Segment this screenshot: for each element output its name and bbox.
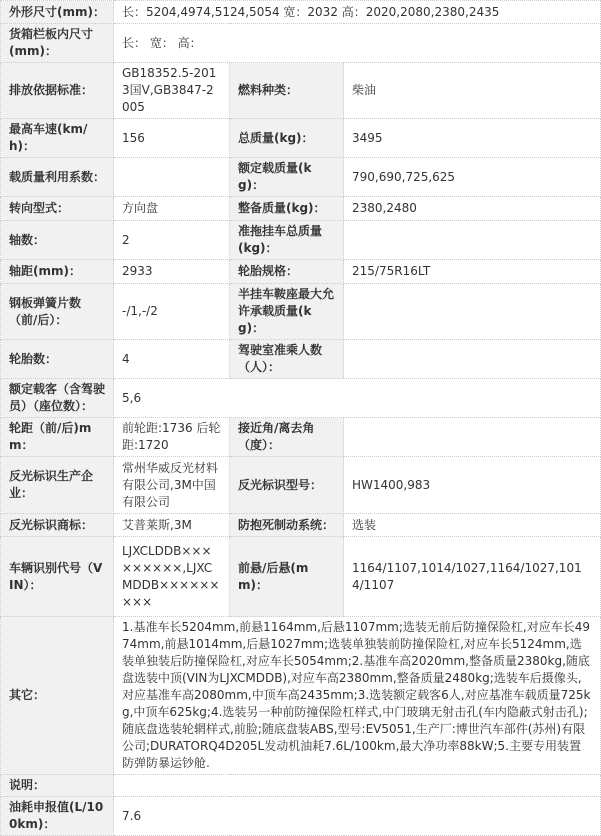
table-row xyxy=(1,284,601,340)
steering-type-value: 方向盘 xyxy=(114,197,230,221)
reflective-maker-label: 反光标识生产企业： xyxy=(1,457,114,514)
table-row xyxy=(1,1,601,24)
trailer-mass-label: 准拖挂车总质量(kg)： xyxy=(230,221,344,260)
abs-value: 选装 xyxy=(344,514,601,537)
max-speed-value: 156 xyxy=(114,119,230,158)
gross-mass-value: 3495 xyxy=(344,119,601,158)
vin-value: LJXCLDDB×××××××××,LJXCMDDB××××××××× xyxy=(114,537,230,617)
table-row xyxy=(1,797,601,836)
table-row xyxy=(1,379,601,418)
fuel-consumption-value: 7.6 xyxy=(114,797,601,836)
trailer-mass-value xyxy=(344,221,601,260)
emission-standard-label: 排放依据标准： xyxy=(1,63,114,119)
table-row xyxy=(1,24,601,63)
table-row xyxy=(1,197,601,221)
reflective-brand-value: 艾普莱斯,3M xyxy=(114,514,230,537)
table-row xyxy=(1,340,601,379)
curb-mass-label: 整备质量(kg)： xyxy=(230,197,344,221)
emission-standard-value: GB18352.5-2013国V,GB3847-2005 xyxy=(114,63,230,119)
track-width-label: 轮距（前/后)mm： xyxy=(1,418,114,457)
overhang-label: 前悬/后悬(mm)： xyxy=(230,537,344,617)
spec-table-body xyxy=(1,1,601,836)
other-value: 1.基准车长5204mm,前悬1164mm,后悬1107mm;选装无前后防撞保险杠,对应车长4974mm,前悬1014mm,后悬1027mm;选装单独装前防撞保险杠,对应车长5124mm,选装单独装后防撞保险杠,对应车长5054mm;2.基准车高2020mm,整备质量2380kg,随底盘选装中顶(VIN为LJXCMDDB),对应车高2380mm,整备质量2480kg;选装车后摄像头,对应基准车高2080mm,中顶车高2435mm;3.选装额定载客6人,对应基准车载质量725kg,中顶车625kg;4.选装另一种前防撞保险杠样式,中门玻璃无射击孔(车内隐蔽式射击孔);随底盘选装轮辋样式,前脸;随底盘装ABS,型号:EV5051,生产厂:博世汽车部件(苏州)有限公司;DURATORQ4D205L发动机油耗7.6L/100km,最大净功率88kW;5.主要专用装置防弹防暴运钞舱. xyxy=(114,617,601,775)
cargo-inner-dimensions-value: 长： 宽： 高： xyxy=(114,24,601,63)
table-row xyxy=(1,221,601,260)
table-row xyxy=(1,418,601,457)
table-row xyxy=(1,260,601,284)
tire-spec-label: 轮胎规格： xyxy=(230,260,344,284)
reflective-model-value: HW1400,983 xyxy=(344,457,601,514)
track-width-value: 前轮距:1736 后轮距:1720 xyxy=(114,418,230,457)
approach-angle-label: 接近角/离去角（度）： xyxy=(230,418,344,457)
tire-spec-value: 215/75R16LT xyxy=(344,260,601,284)
overhang-value: 1164/1107,1014/1027,1164/1027,1014/1107 xyxy=(344,537,601,617)
approach-angle-value xyxy=(344,418,601,457)
axle-count-value: 2 xyxy=(114,221,230,260)
fuel-type-label: 燃料种类： xyxy=(230,63,344,119)
table-row xyxy=(1,158,601,197)
load-utilization-value xyxy=(114,158,230,197)
remarks-label: 说明： xyxy=(1,775,114,797)
rated-passengers-value: 5,6 xyxy=(114,379,601,418)
exterior-dimensions-value: 长：5204,4974,5124,5054 宽：2032 高：2020,2080,2380,2435 xyxy=(114,1,601,24)
tire-count-label: 轮胎数： xyxy=(1,340,114,379)
saddle-load-value xyxy=(344,284,601,340)
max-speed-label: 最高车速(km/h)： xyxy=(1,119,114,158)
table-row xyxy=(1,617,601,775)
table-row xyxy=(1,775,601,797)
rated-passengers-label: 额定载客（含驾驶员）（座位数）： xyxy=(1,379,114,418)
fuel-type-value: 柴油 xyxy=(344,63,601,119)
reflective-maker-value: 常州华威反光材料有限公司,3M中国有限公司 xyxy=(114,457,230,514)
load-utilization-label: 载质量利用系数： xyxy=(1,158,114,197)
abs-label: 防抱死制动系统： xyxy=(230,514,344,537)
curb-mass-value: 2380,2480 xyxy=(344,197,601,221)
table-row xyxy=(1,514,601,537)
table-row xyxy=(1,63,601,119)
remarks-value xyxy=(114,775,601,797)
saddle-load-label: 半挂车鞍座最大允许承载质量(kg)： xyxy=(230,284,344,340)
leaf-spring-label: 钢板弹簧片数（前/后）： xyxy=(1,284,114,340)
steering-type-label: 转向型式： xyxy=(1,197,114,221)
vin-label: 车辆识别代号（VIN）： xyxy=(1,537,114,617)
axle-count-label: 轴数： xyxy=(1,221,114,260)
leaf-spring-value: -/1,-/2 xyxy=(114,284,230,340)
other-label: 其它： xyxy=(1,617,114,775)
wheelbase-value: 2933 xyxy=(114,260,230,284)
table-row xyxy=(1,457,601,514)
cab-passengers-value xyxy=(344,340,601,379)
gross-mass-label: 总质量(kg)： xyxy=(230,119,344,158)
exterior-dimensions-label: 外形尺寸(mm)： xyxy=(1,1,114,24)
fuel-consumption-label: 油耗申报值(L/100km)： xyxy=(1,797,114,836)
cab-passengers-label: 驾驶室准乘人数（人）： xyxy=(230,340,344,379)
reflective-model-label: 反光标识型号： xyxy=(230,457,344,514)
rated-load-label: 额定载质量(kg)： xyxy=(230,158,344,197)
table-row xyxy=(1,119,601,158)
wheelbase-label: 轴距(mm)： xyxy=(1,260,114,284)
rated-load-value: 790,690,725,625 xyxy=(344,158,601,197)
tire-count-value: 4 xyxy=(114,340,230,379)
cargo-inner-dimensions-label: 货箱栏板内尺寸(mm)： xyxy=(1,24,114,63)
table-row xyxy=(1,537,601,617)
reflective-brand-label: 反光标识商标： xyxy=(1,514,114,537)
